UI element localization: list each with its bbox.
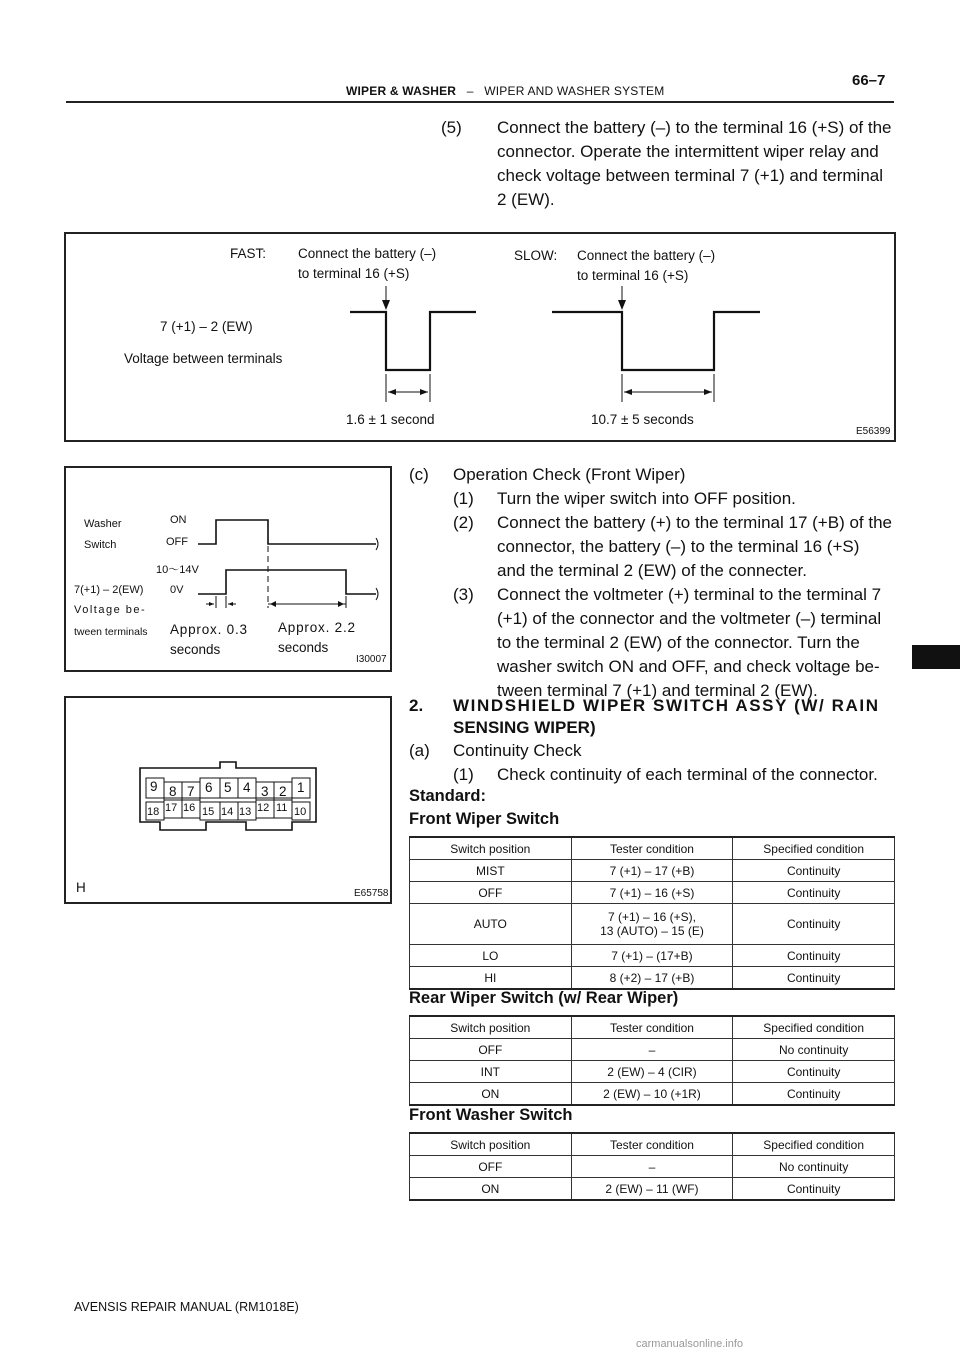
connector-graphic	[66, 698, 390, 902]
figure-code: I30007	[356, 654, 387, 665]
header-cell: Specified condition	[733, 1133, 895, 1156]
table-cell: No continuity	[733, 1156, 895, 1178]
voltage-low-label: 0V	[170, 584, 184, 596]
figure-code: E56399	[856, 426, 891, 437]
header-cell: Specified condition	[733, 1016, 895, 1039]
header-cell: Switch position	[410, 837, 572, 860]
front-wiper-title: Front Wiper Switch	[409, 810, 560, 828]
waveform-graphic	[66, 234, 894, 440]
step-5-text	[497, 116, 897, 212]
off-label: OFF	[166, 536, 188, 548]
table-cell: ON	[410, 1083, 572, 1106]
washer-label: Washer	[84, 518, 122, 530]
table-cell: –	[571, 1039, 733, 1061]
table-cell: MIST	[410, 860, 572, 882]
pin-3: 3	[261, 784, 269, 799]
table-cell: OFF	[410, 1039, 572, 1061]
pin-8: 8	[169, 784, 177, 799]
step-5-line: connector. Operate the intermittent wiper relay and	[497, 142, 879, 161]
opcheck-c-number: (c)	[409, 465, 429, 484]
step-a1-text: Check continuity of each terminal of the connector.	[497, 765, 878, 784]
table-cell: Continuity	[733, 882, 895, 904]
table-cell: 2 (EW) – 4 (CIR)	[571, 1061, 733, 1083]
pin-1: 1	[297, 780, 305, 795]
figure-code: E65758	[354, 888, 389, 899]
header-separator: –	[466, 84, 474, 98]
standard-label: Standard:	[409, 787, 487, 805]
table-cell: 2 (EW) – 10 (+1R)	[571, 1083, 733, 1106]
table-header-row	[410, 1133, 895, 1156]
pin-7: 7	[187, 784, 195, 799]
terminal-label: 7(+1) – 2(EW)	[74, 584, 144, 596]
table-header-row	[410, 1016, 895, 1039]
table-cell: Continuity	[733, 967, 895, 990]
slow-instruction-line2: to terminal 16 (+S)	[577, 268, 689, 283]
page-header	[346, 84, 664, 98]
table-cell: 2 (EW) – 11 (WF)	[571, 1178, 733, 1201]
opcheck-s3-text	[497, 583, 897, 703]
table-row	[410, 1178, 895, 1201]
pin-2: 2	[279, 784, 287, 799]
rear-wiper-title: Rear Wiper Switch (w/ Rear Wiper)	[409, 989, 679, 1007]
connector-h-label: H	[76, 880, 86, 895]
front-washer-title: Front Washer Switch	[409, 1106, 573, 1124]
section-2-title: WINDSHIELD WIPER SWITCH ASSY (W/ RAIN	[453, 696, 880, 715]
section-tab-marker	[912, 645, 960, 669]
table-cell: Continuity	[733, 1061, 895, 1083]
fast-instruction-line2: to terminal 16 (+S)	[298, 266, 410, 281]
opcheck-s1-text: Turn the wiper switch into OFF position.	[497, 489, 796, 508]
pin-10: 10	[294, 806, 307, 818]
page-footer: AVENSIS REPAIR MANUAL (RM1018E)	[74, 1300, 299, 1314]
pin-15: 15	[202, 806, 215, 818]
watermark-link[interactable]: carmanualsonline.info	[636, 1338, 744, 1350]
table-cell: –	[571, 1156, 733, 1178]
fast-instruction-line1: Connect the battery (–)	[298, 246, 437, 261]
table-cell: OFF	[410, 882, 572, 904]
header-cell: Specified condition	[733, 837, 895, 860]
header-section: WIPER & WASHER	[346, 84, 457, 98]
table-row	[410, 1156, 895, 1178]
pin-18: 18	[147, 806, 160, 818]
slow-instruction-line1: Connect the battery (–)	[577, 248, 716, 263]
opcheck-s1-number: (1)	[453, 489, 474, 508]
opcheck-s3-line: to the terminal 2 (EW) of the connector. Turn the	[497, 633, 860, 652]
pin-9: 9	[150, 779, 158, 794]
table-cell: ON	[410, 1178, 572, 1201]
pin-11: 11	[276, 802, 288, 814]
pin-14: 14	[221, 806, 234, 818]
opcheck-s2-line: connector, the battery (–) to the terminal 16 (+S)	[497, 537, 860, 556]
pin-12: 12	[257, 802, 270, 814]
table-cell: LO	[410, 945, 572, 967]
header-cell: Tester condition	[571, 1016, 733, 1039]
rear-wiper-table	[409, 1015, 895, 1106]
step-5-line: check voltage between terminal 7 (+1) and terminal	[497, 166, 884, 185]
pin-6: 6	[205, 780, 213, 795]
pin-4: 4	[243, 780, 251, 795]
opcheck-s2-text	[497, 511, 897, 583]
table-cell: Continuity	[733, 1083, 895, 1106]
approx-03-line1: Approx. 0.3	[170, 622, 248, 637]
table-cell: 7 (+1) – 16 (+S)	[571, 882, 733, 904]
step-5-line: 2 (EW).	[497, 190, 555, 209]
table-row	[410, 904, 895, 945]
table-cell: Continuity	[733, 860, 895, 882]
on-label: ON	[170, 514, 187, 526]
opcheck-c-title: Operation Check (Front Wiper)	[453, 465, 686, 484]
header-subsection: WIPER AND WASHER SYSTEM	[484, 84, 665, 98]
figure-connector	[64, 696, 392, 904]
table-row	[410, 967, 895, 990]
table-cell	[571, 904, 733, 945]
table-row	[410, 1039, 895, 1061]
section-2-number: 2.	[409, 696, 424, 715]
table-header-row	[410, 837, 895, 860]
voltage-between-label: Voltage between terminals	[124, 351, 283, 366]
table-cell: OFF	[410, 1156, 572, 1178]
step-5-number: (5)	[441, 118, 462, 137]
fast-time-label: 1.6 ± 1 second	[346, 412, 435, 427]
pin-17: 17	[165, 802, 178, 814]
opcheck-s3-line: tween terminal 7 (+1) and terminal 2 (EW).	[497, 681, 818, 700]
voltage-be-label: Voltage be-	[74, 604, 147, 616]
slow-time-label: 10.7 ± 5 seconds	[591, 412, 694, 427]
table-cell: Continuity	[733, 1178, 895, 1201]
timing-graphic	[66, 468, 390, 670]
table-cell: Continuity	[733, 904, 895, 945]
approx-03-line2: seconds	[170, 642, 221, 657]
cell-line: 7 (+1) – 16 (+S),	[607, 910, 696, 924]
table-cell: HI	[410, 967, 572, 990]
opcheck-s2-line: Connect the battery (+) to the terminal 17 (+B) of the	[497, 513, 892, 532]
pin-16: 16	[183, 802, 196, 814]
header-cell: Tester condition	[571, 837, 733, 860]
slow-label: SLOW:	[514, 248, 558, 263]
table-row	[410, 882, 895, 904]
pin-5: 5	[224, 780, 232, 795]
table-cell: AUTO	[410, 904, 572, 945]
table-row	[410, 1083, 895, 1106]
header-cell: Tester condition	[571, 1133, 733, 1156]
page-number: 66–7	[852, 72, 886, 89]
voltage-high-label: 10～14V	[156, 564, 199, 576]
table-cell: Continuity	[733, 945, 895, 967]
opcheck-s3-number: (3)	[453, 585, 474, 604]
front-wiper-table	[409, 836, 895, 990]
switch-label: Switch	[84, 539, 117, 551]
figure-washer-timing	[64, 466, 392, 672]
table-row	[410, 945, 895, 967]
figure-waveform-fast-slow	[64, 232, 896, 442]
step-5-line: Connect the battery (–) to the terminal 16 (+S) of the	[497, 118, 892, 137]
header-cell: Switch position	[410, 1016, 572, 1039]
table-cell: No continuity	[733, 1039, 895, 1061]
opcheck-s3-line: washer switch ON and OFF, and check voltage be-	[497, 657, 880, 676]
cell-line: 13 (AUTO) – 15 (E)	[600, 924, 704, 938]
header-rule	[66, 101, 894, 103]
opcheck-s3-line: (+1) of the connector and the voltmeter (–) terminal	[497, 609, 882, 628]
terminal-label: 7 (+1) – 2 (EW)	[160, 319, 253, 334]
step-a1-number: (1)	[453, 765, 474, 784]
approx-22-line1: Approx. 2.2	[278, 620, 356, 635]
table-cell: 7 (+1) – 17 (+B)	[571, 860, 733, 882]
step-a-number: (a)	[409, 741, 430, 760]
table-cell: 7 (+1) – (17+B)	[571, 945, 733, 967]
table-cell: INT	[410, 1061, 572, 1083]
step-a-text: Continuity Check	[453, 741, 582, 760]
fast-label: FAST:	[230, 246, 267, 261]
section-2-title-cont: SENSING WIPER)	[453, 718, 596, 737]
pin-13: 13	[239, 806, 252, 818]
tween-terminals-label: tween terminals	[74, 626, 148, 638]
approx-22-line2: seconds	[278, 640, 329, 655]
header-cell: Switch position	[410, 1133, 572, 1156]
table-row	[410, 860, 895, 882]
opcheck-s2-line: and the terminal 2 (EW) of the connecter.	[497, 561, 807, 580]
table-row	[410, 1061, 895, 1083]
table-cell: 8 (+2) – 17 (+B)	[571, 967, 733, 990]
front-washer-table	[409, 1132, 895, 1201]
opcheck-s2-number: (2)	[453, 513, 474, 532]
opcheck-s3-line: Connect the voltmeter (+) terminal to the terminal 7	[497, 585, 882, 604]
